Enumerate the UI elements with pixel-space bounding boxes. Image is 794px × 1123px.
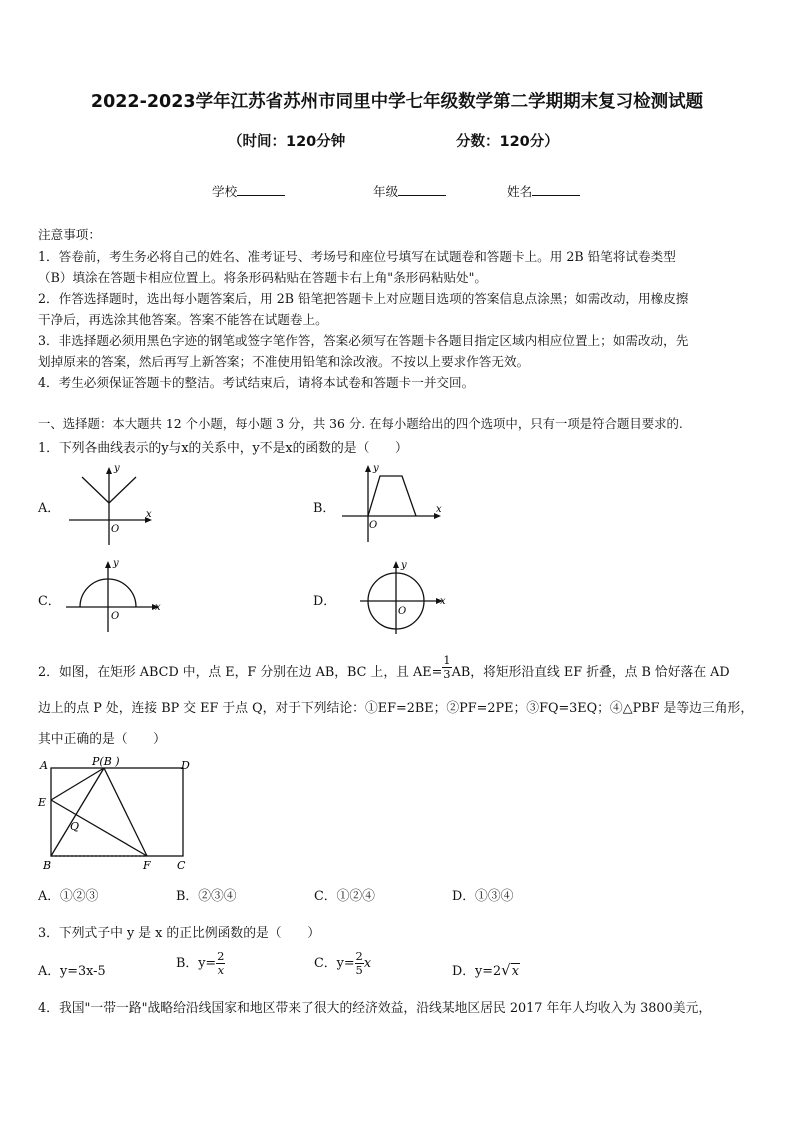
q3-c-num: 2 xyxy=(355,949,363,963)
q2-label-d: D xyxy=(181,759,190,772)
school-label: 学校 xyxy=(212,184,238,199)
q1-graph-d xyxy=(356,558,456,638)
note-3a: 3．非选择题必须用黑色字迹的钢笔或签字笔作答，答案必须写在答题卡各题目指定区域内相应位置上；如需改动，先 xyxy=(38,333,689,348)
q1-graph-c xyxy=(62,556,172,636)
q3-option-d xyxy=(452,960,520,979)
q3-b-prefix: B．y= xyxy=(176,956,217,971)
q2-label-a: A xyxy=(40,759,48,772)
q1-option-c-label: C． xyxy=(38,594,61,609)
note-2b: 干净后，再选涂其他答案。答案不能答在试题卷上。 xyxy=(38,312,328,327)
q2-stem-c: 边上的点 P 处，连接 BP 交 EF 于点 Q，对于下列结论：①EF=2BE；②PF=2PE；③FQ=3EQ；④△PBF 是等边三角形， xyxy=(38,701,754,716)
q2-label-e: E xyxy=(38,796,47,809)
q2-stem-b: AB，将矩形沿直线 EF 折叠，点 B 恰好落在 AD xyxy=(451,665,730,680)
q3-c-den: 5 xyxy=(355,963,363,977)
q1-graph-a xyxy=(64,465,164,550)
q1-stem: 1．下列各曲线表示的y与x的关系中，y不是x的函数的是（ ） xyxy=(38,441,408,456)
grade-label: 年级 xyxy=(373,184,399,199)
q3-b-num: 2 xyxy=(217,949,225,963)
sqrt-icon: √ xyxy=(501,961,511,979)
q1-option-a-label: A． xyxy=(38,501,61,516)
q2-stem-d: 其中正确的是（ ） xyxy=(38,732,166,747)
note-4: 4．考生必须保证答题卡的整洁。考试结束后，请将本试卷和答题卡一并交回。 xyxy=(38,375,475,390)
q1c-origin: O xyxy=(111,611,120,622)
section-heading: 一、选择题：本大题共 12 个小题，每小题 3 分，共 36 分. 在每小题给出的四个选项中，只有一项是符合题目要求的. xyxy=(38,416,683,431)
q2-option-d: D．①③④ xyxy=(452,889,514,904)
page-title: 2022-2023学年江苏省苏州市同里中学七年级数学第二学期期末复习检测试题 xyxy=(90,92,704,112)
q2-frac-num: 1 xyxy=(443,653,451,667)
q1a-x-label: x xyxy=(146,509,152,520)
grade-field xyxy=(373,181,446,200)
name-field xyxy=(507,181,580,200)
q3-stem: 3．下列式子中 y 是 x 的正比例函数的是（ ） xyxy=(38,926,320,941)
q3-option-a: A．y=3x-5 xyxy=(38,964,106,979)
q2-stem-line1 xyxy=(38,653,730,681)
q2-option-a: A．①②③ xyxy=(38,889,99,904)
q1-graph-b xyxy=(338,462,448,547)
q2-label-p: P(B ) xyxy=(92,755,120,768)
q2-label-c: C xyxy=(177,859,186,872)
name-label: 姓名 xyxy=(507,184,533,199)
q4-stem: 4．我国"一带一路"战略给沿线国家和地区带来了很大的经济效益，沿线某地区居民 2017 年年人均收入为 3800美元， xyxy=(38,1001,712,1016)
q2-label-b: B xyxy=(43,859,52,872)
q3-c-prefix: C．y= xyxy=(314,956,355,971)
q3-c-post: x xyxy=(363,956,372,971)
q1-option-d-label: D． xyxy=(313,594,337,609)
q1d-y-label: y xyxy=(401,560,407,571)
q2-option-b: B．②③④ xyxy=(176,889,237,904)
exam-score: 分数：120分） xyxy=(456,134,559,150)
q1c-y-label: y xyxy=(113,558,119,569)
q1b-x-label: x xyxy=(436,504,442,515)
q3-b-den: x xyxy=(217,963,225,977)
q2-figure xyxy=(32,752,202,877)
note-2a: 2．作答选择题时，选出每小题答案后，用 2B 铅笔把答题卡上对应题目选项的答案信息点涂黑；如需改动，用橡皮擦 xyxy=(38,291,689,306)
note-1b: （B）填涂在答题卡相应位置上。将条形码粘贴在答题卡右上角"条形码粘贴处"。 xyxy=(38,270,488,285)
q1c-x-label: x xyxy=(155,602,161,613)
grade-blank xyxy=(398,183,446,196)
q1d-x-label: x xyxy=(440,596,446,607)
q1a-y-label: y xyxy=(114,465,120,474)
exam-time: （时间：120分钟 xyxy=(228,134,346,150)
name-blank xyxy=(532,183,580,196)
notes-heading: 注意事项： xyxy=(38,227,101,242)
q1b-y-label: y xyxy=(373,463,379,474)
q2-label-f: F xyxy=(143,859,151,872)
q3-d-radicand: x xyxy=(511,964,519,979)
q3-option-c xyxy=(314,950,371,977)
q3-d-prefix: D．y=2 xyxy=(452,964,502,979)
q1-option-b-label: B． xyxy=(313,501,336,516)
q3-option-b xyxy=(176,950,225,977)
school-field xyxy=(212,181,285,200)
q2-option-c: C．①②④ xyxy=(314,889,375,904)
q2-label-q: Q xyxy=(70,820,80,833)
note-3b: 划掉原来的答案，然后再写上新答案；不准使用铅笔和涂改液。不按以上要求作答无效。 xyxy=(38,354,530,369)
school-blank xyxy=(237,183,285,196)
q1a-origin: O xyxy=(111,524,120,535)
q2-frac-den: 3 xyxy=(443,667,451,681)
q1b-origin: O xyxy=(369,520,378,531)
note-1a: 1．答卷前，考生务必将自己的姓名、准考证号、考场号和座位号填写在试题卷和答题卡上。用 2B 铅笔将试卷类型 xyxy=(38,249,676,264)
q2-stem-a: 2．如图，在矩形 ABCD 中，点 E，F 分别在边 AB，BC 上，且 AE= xyxy=(38,665,443,680)
q1d-origin: O xyxy=(398,606,407,617)
